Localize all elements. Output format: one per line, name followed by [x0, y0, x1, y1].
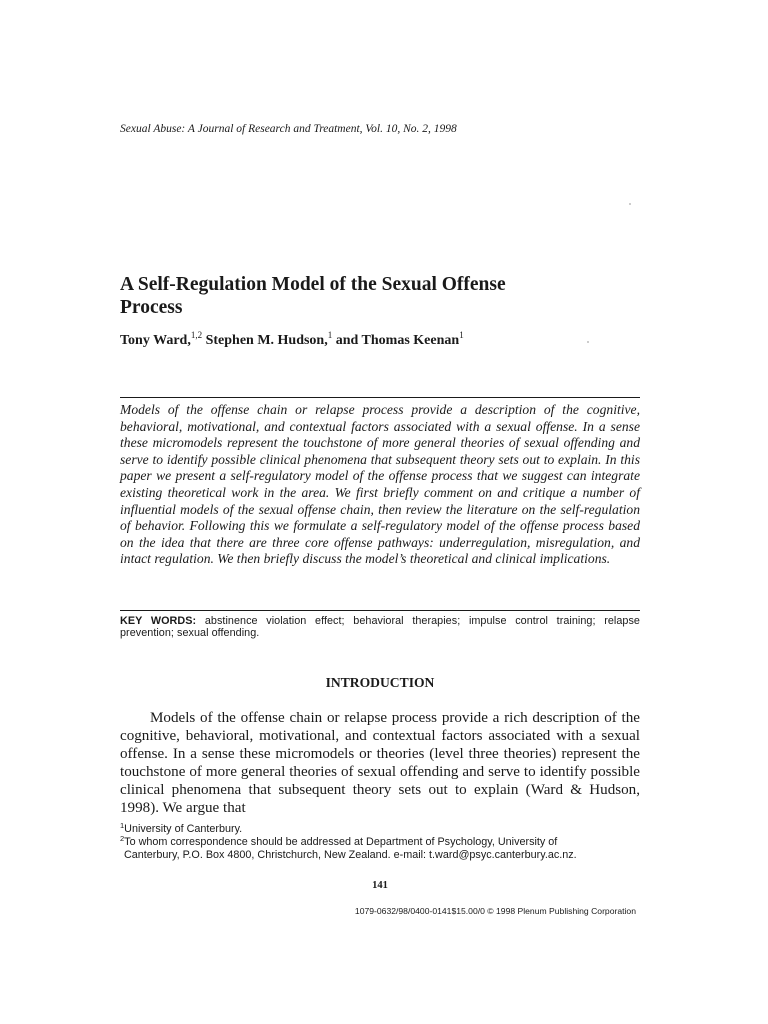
title-line-2: Process [120, 297, 183, 318]
author-name: Tony Ward, [120, 333, 191, 348]
author-name: and Thomas Keenan [332, 333, 460, 348]
body-paragraph: Models of the offense chain or relapse process provide a rich description of the cognitive, behavioral, motivational, and contextual factors associated with a sexual offense. In a sense these micromodels or theories (level three theories) represent the touchstone of more general theories of sexual offending and serve to identify possible clinical phenomena that subsequent theory sets out to explain (Ward & Hudson, 1998). We argue that [120, 710, 640, 816]
author-affiliation-mark: 1 [327, 330, 333, 340]
abstract-top-rule [120, 397, 640, 398]
footnote-text: To whom correspondence should be addressed at Department of Psychology, University of [124, 836, 558, 848]
title-line-1: A Self-Regulation Model of the Sexual Offense [120, 274, 506, 295]
footnote-mark: 2 [120, 834, 125, 843]
footnote-text: University of Canterbury. [124, 823, 243, 835]
abstract: Models of the offense chain or relapse process provide a description of the cognitive, behavioral, motivational, and contextual factors associated with a sexual offense. In a sense these micromodels represent the touchstone of more general theories of sexual offending and serve to identify possible clinical phenomena that subsequent theory sets out to explain. In this paper we present a self-regulatory model of the offense process that we suggest can integrate existing theoretical work in the area. We first briefly comment on and critique a number of influential models of the sexual offense chain, then review the literature on the self-regulation of behavior. Following this we formulate a self-regulatory model of the offense process based on the idea that there are three core offense pathways: underregulation, misregulation, and intact regulation. We then briefly discuss the model’s theoretical and clinical implications. [120, 402, 640, 567]
keywords-text: abstinence violation effect; behavioral therapies; impulse control training; relapse prevention; sexual offending. [120, 615, 640, 640]
author-name: Stephen M. Hudson, [202, 333, 328, 348]
section-heading: INTRODUCTION [325, 675, 435, 690]
running-head: Sexual Abuse: A Journal of Research and Treatment, Vol. 10, No. 2, 1998 [120, 123, 457, 135]
footnote-2 [120, 836, 640, 849]
article-title [120, 273, 640, 319]
footnote-text: Canterbury, P.O. Box 4800, Christchurch, New Zealand. e-mail: t.ward@psyc.canterbury.ac.nz. [124, 849, 577, 861]
author-list [120, 330, 640, 349]
keywords [120, 615, 640, 640]
footnote-1 [120, 823, 640, 836]
footnotes [120, 823, 640, 862]
footnote-2-continuation [120, 849, 640, 862]
copyright-line: 1079-0632/98/0400-0141$15.00/0 © 1998 Plenum Publishing Corporation [354, 906, 636, 916]
author-affiliation-mark: 1,2 [190, 330, 203, 340]
scan-speck [629, 203, 631, 205]
keywords-label: KEY WORDS: [120, 615, 197, 627]
page-number: 141 [372, 880, 388, 891]
author-affiliation-mark: 1 [459, 330, 464, 340]
footnote-mark: 1 [120, 821, 125, 830]
abstract-bottom-rule [120, 610, 640, 611]
